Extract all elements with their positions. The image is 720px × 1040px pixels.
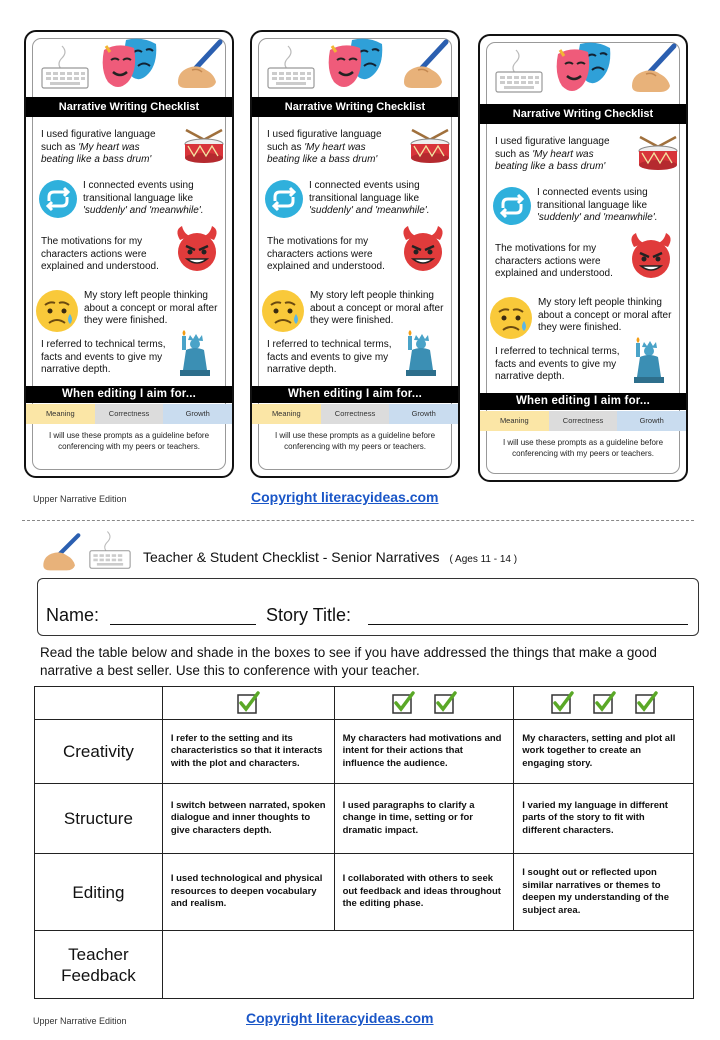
drum-icon bbox=[636, 135, 680, 171]
table-cell[interactable]: I used technological and physical resources to deepen vocabulary and realism. bbox=[162, 854, 334, 931]
checklist-bookmark bbox=[24, 30, 234, 478]
checklist-item-transitions: I connected events using transitional language like 'suddenly' and 'meanwhile'. bbox=[537, 187, 658, 223]
theatre-masks-icon bbox=[556, 40, 614, 96]
aim-growth: Growth bbox=[617, 411, 686, 431]
checklist-item-technical: I referred to technical terms, facts and events to give my narrative depth. bbox=[41, 339, 166, 375]
level-3-checks bbox=[514, 687, 694, 720]
table-cell[interactable]: I switch between narrated, spoken dialogue and inner thoughts to give characters depth. bbox=[162, 784, 334, 854]
repeat-arrows-icon bbox=[38, 179, 78, 219]
aim-growth: Growth bbox=[389, 404, 458, 424]
sad-face-icon bbox=[260, 288, 306, 334]
table-cell[interactable]: I sought out or reflected upon similar narratives or themes to deepen my understanding of the subject area. bbox=[514, 854, 694, 931]
checklist-bookmark bbox=[478, 34, 688, 482]
edition-label: Upper Narrative Edition bbox=[33, 494, 127, 504]
check-box-icon[interactable] bbox=[550, 691, 574, 715]
checklist-title: Narrative Writing Checklist bbox=[252, 97, 458, 117]
sad-face-icon bbox=[34, 288, 80, 334]
devil-face-icon bbox=[400, 226, 446, 272]
check-box-icon[interactable] bbox=[592, 691, 616, 715]
checklist-item-moral: My story left people thinking about a concept or moral after they were finished. bbox=[538, 297, 672, 333]
sheet-title-text: Teacher & Student Checklist - Senior Narratives bbox=[143, 549, 440, 565]
checklist-title: Narrative Writing Checklist bbox=[480, 104, 686, 124]
instructions-text: Read the table below and shade in the boxes to see if you have addressed the things that make a good narrative a best seller. Use this to conference with your teacher. bbox=[40, 645, 657, 678]
bookmark-icon-row bbox=[252, 32, 458, 94]
guideline-text: I will use these prompts as a guideline before conferencing with my peers or teachers. bbox=[48, 431, 210, 451]
check-box-icon[interactable] bbox=[634, 691, 658, 715]
name-label: Name: bbox=[46, 605, 100, 625]
checklist-bookmark bbox=[250, 30, 460, 478]
checklist-item-figurative: I used figurative language such as 'My heart was beating like a bass drum' bbox=[495, 136, 610, 172]
drum-icon bbox=[182, 128, 226, 164]
aim-growth: Growth bbox=[163, 404, 232, 424]
hand-writing-icon bbox=[398, 38, 450, 90]
aim-correctness: Correctness bbox=[321, 404, 390, 424]
feedback-area[interactable] bbox=[162, 931, 693, 999]
level-1-checks bbox=[162, 687, 334, 720]
checklist-title: Narrative Writing Checklist bbox=[26, 97, 232, 117]
aim-correctness: Correctness bbox=[95, 404, 164, 424]
aim-heading: When editing I aim for... bbox=[252, 386, 458, 403]
check-box-icon[interactable] bbox=[236, 691, 260, 715]
corner-cell bbox=[35, 687, 163, 720]
checklist-item-motivations: The motivations for my characters actions were explained and understood. bbox=[495, 243, 613, 279]
checklist-item-figurative: I used figurative language such as 'My heart was beating like a bass drum' bbox=[41, 129, 156, 165]
aim-meaning: Meaning bbox=[480, 411, 549, 431]
sad-face-icon bbox=[488, 295, 534, 341]
guideline-text: I will use these prompts as a guideline before conferencing with my peers or teachers. bbox=[274, 431, 436, 451]
aim-meaning: Meaning bbox=[252, 404, 321, 424]
level-2-checks bbox=[334, 687, 514, 720]
aim-cells bbox=[252, 404, 458, 424]
keyboard-icon bbox=[40, 42, 90, 90]
devil-face-icon bbox=[174, 226, 220, 272]
copyright-link[interactable]: Copyright literacyideas.com bbox=[246, 1010, 434, 1026]
repeat-arrows-icon bbox=[264, 179, 304, 219]
edition-label: Upper Narrative Edition bbox=[33, 1016, 127, 1026]
checklist-item-technical: I referred to technical terms, facts and events to give my narrative depth. bbox=[495, 346, 620, 382]
statue-of-liberty-icon bbox=[630, 337, 666, 383]
aim-meaning: Meaning bbox=[26, 404, 95, 424]
table-row bbox=[35, 854, 694, 931]
check-box-icon[interactable] bbox=[433, 691, 457, 715]
checklist-item-transitions: I connected events using transitional language like 'suddenly' and 'meanwhile'. bbox=[83, 180, 204, 216]
cut-line bbox=[22, 520, 694, 521]
checkbox-row bbox=[35, 687, 694, 720]
name-field[interactable] bbox=[110, 624, 256, 625]
table-row bbox=[35, 784, 694, 854]
keyboard-icon bbox=[88, 528, 132, 570]
check-box-icon[interactable] bbox=[391, 691, 415, 715]
name-box bbox=[37, 578, 699, 636]
devil-face-icon bbox=[628, 233, 674, 279]
checklist-table bbox=[34, 686, 694, 999]
checklist-item-moral: My story left people thinking about a concept or moral after they were finished. bbox=[310, 290, 444, 326]
story-title-field[interactable] bbox=[368, 624, 688, 625]
table-cell[interactable]: I varied my language in different parts of the story to fit with different characters. bbox=[514, 784, 694, 854]
checklist-item-moral: My story left people thinking about a concept or moral after they were finished. bbox=[84, 290, 218, 326]
hand-writing-icon bbox=[38, 532, 82, 572]
checklist-item-motivations: The motivations for my characters actions were explained and understood. bbox=[41, 236, 159, 272]
table-row bbox=[35, 720, 694, 784]
aim-cells bbox=[480, 411, 686, 431]
row-label-structure: Structure bbox=[35, 784, 163, 854]
aim-heading: When editing I aim for... bbox=[480, 393, 686, 410]
hand-writing-icon bbox=[626, 42, 678, 94]
statue-of-liberty-icon bbox=[176, 330, 212, 376]
row-label-creativity: Creativity bbox=[35, 720, 163, 784]
feedback-row bbox=[35, 931, 694, 999]
aim-heading: When editing I aim for... bbox=[26, 386, 232, 403]
bookmark-icon-row bbox=[480, 36, 686, 98]
table-cell[interactable]: I used paragraphs to clarify a change in time, setting or for dramatic impact. bbox=[334, 784, 514, 854]
hand-writing-icon bbox=[172, 38, 224, 90]
drum-icon bbox=[408, 128, 452, 164]
aim-cells bbox=[26, 404, 232, 424]
checklist-item-technical: I referred to technical terms, facts and events to give my narrative depth. bbox=[267, 339, 392, 375]
aim-correctness: Correctness bbox=[549, 411, 618, 431]
theatre-masks-icon bbox=[102, 36, 160, 92]
table-cell[interactable]: I collaborated with others to seek out feedback and ideas throughout the editing phase. bbox=[334, 854, 514, 931]
story-title-label: Story Title: bbox=[266, 605, 352, 625]
statue-of-liberty-icon bbox=[402, 330, 438, 376]
keyboard-icon bbox=[494, 46, 544, 94]
row-label-editing: Editing bbox=[35, 854, 163, 931]
table-cell[interactable]: My characters had motivations and intent for their actions that influence the audience. bbox=[334, 720, 514, 784]
guideline-text: I will use these prompts as a guideline before conferencing with my peers or teachers. bbox=[502, 438, 664, 458]
theatre-masks-icon bbox=[328, 36, 386, 92]
table-cell[interactable]: My characters, setting and plot all work together to create an engaging story. bbox=[514, 720, 694, 784]
keyboard-icon bbox=[266, 42, 316, 90]
feedback-label: Teacher Feedback bbox=[35, 931, 163, 999]
checklist-item-transitions: I connected events using transitional language like 'suddenly' and 'meanwhile'. bbox=[309, 180, 430, 216]
age-range: ( Ages 11 - 14 ) bbox=[449, 554, 518, 565]
checklist-item-figurative: I used figurative language such as 'My heart was beating like a bass drum' bbox=[267, 129, 382, 165]
table-cell[interactable]: I refer to the setting and its characteristics so that it interacts with the plot and characters. bbox=[162, 720, 334, 784]
sheet-title bbox=[143, 549, 517, 565]
copyright-link[interactable]: Copyright literacyideas.com bbox=[251, 489, 439, 505]
bookmark-icon-row bbox=[26, 32, 232, 94]
checklist-item-motivations: The motivations for my characters actions were explained and understood. bbox=[267, 236, 385, 272]
repeat-arrows-icon bbox=[492, 186, 532, 226]
